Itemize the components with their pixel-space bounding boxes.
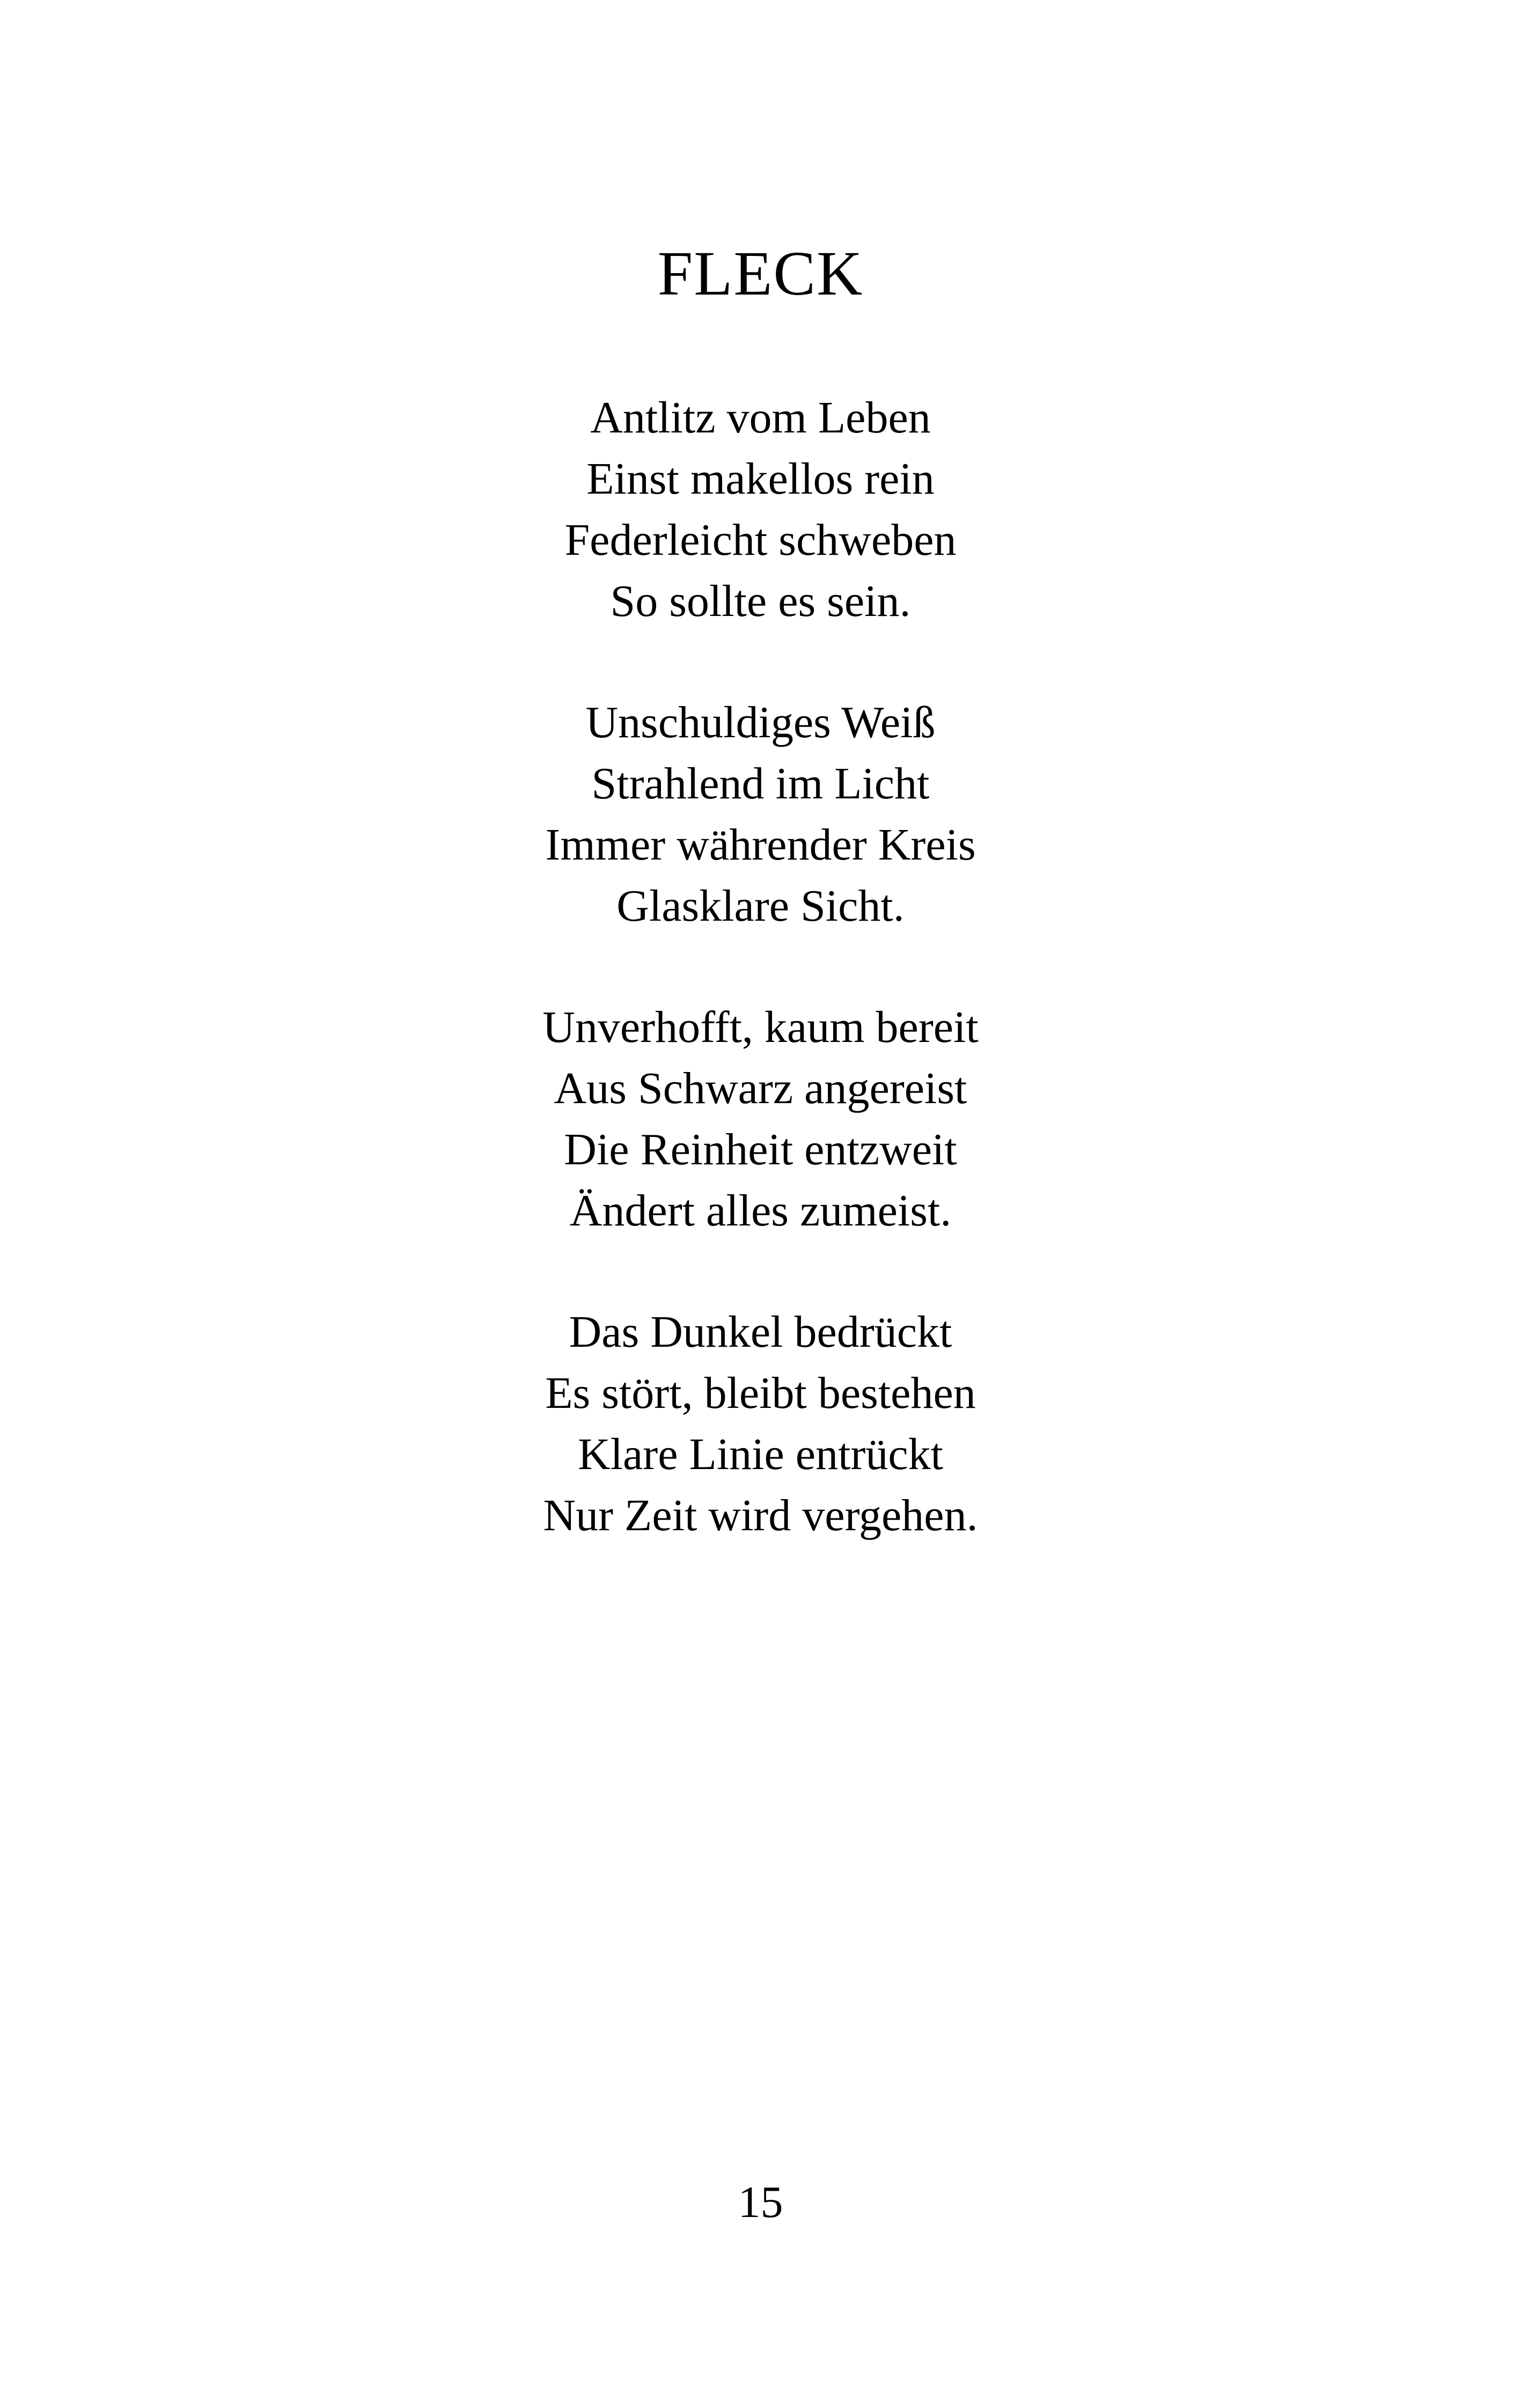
poem-line: Es stört, bleibt bestehen bbox=[545, 1368, 976, 1418]
poem-line: Einst makellos rein bbox=[586, 454, 935, 504]
poem-line: Ändert alles zumeist. bbox=[569, 1186, 952, 1236]
poem-line: Glasklare Sicht. bbox=[616, 881, 905, 931]
poem-line: Federleicht schweben bbox=[564, 515, 957, 565]
stanza bbox=[0, 1302, 1521, 1546]
poem-line: Unverhofft, kaum bereit bbox=[542, 1002, 979, 1052]
stanza bbox=[0, 692, 1521, 937]
stanza bbox=[0, 387, 1521, 632]
poem-line: Antlitz vom Leben bbox=[590, 393, 931, 443]
poem-line: So sollte es sein. bbox=[610, 576, 911, 626]
poem-line: Nur Zeit wird vergehen. bbox=[543, 1491, 978, 1540]
poem-line: Aus Schwarz angereist bbox=[554, 1063, 967, 1113]
poem-line: Das Dunkel bedrückt bbox=[569, 1307, 952, 1357]
stanza bbox=[0, 997, 1521, 1242]
poem-line: Klare Linie entrückt bbox=[577, 1429, 944, 1479]
poem-line: Strahlend im Licht bbox=[591, 759, 930, 809]
poem-line: Unschuldiges Weiß bbox=[585, 698, 936, 747]
page-number: 15 bbox=[738, 2177, 783, 2227]
poem-line: Immer währender Kreis bbox=[545, 820, 976, 870]
poem-line: Die Reinheit entzweit bbox=[564, 1125, 957, 1174]
poem-title: FLECK bbox=[657, 238, 864, 309]
